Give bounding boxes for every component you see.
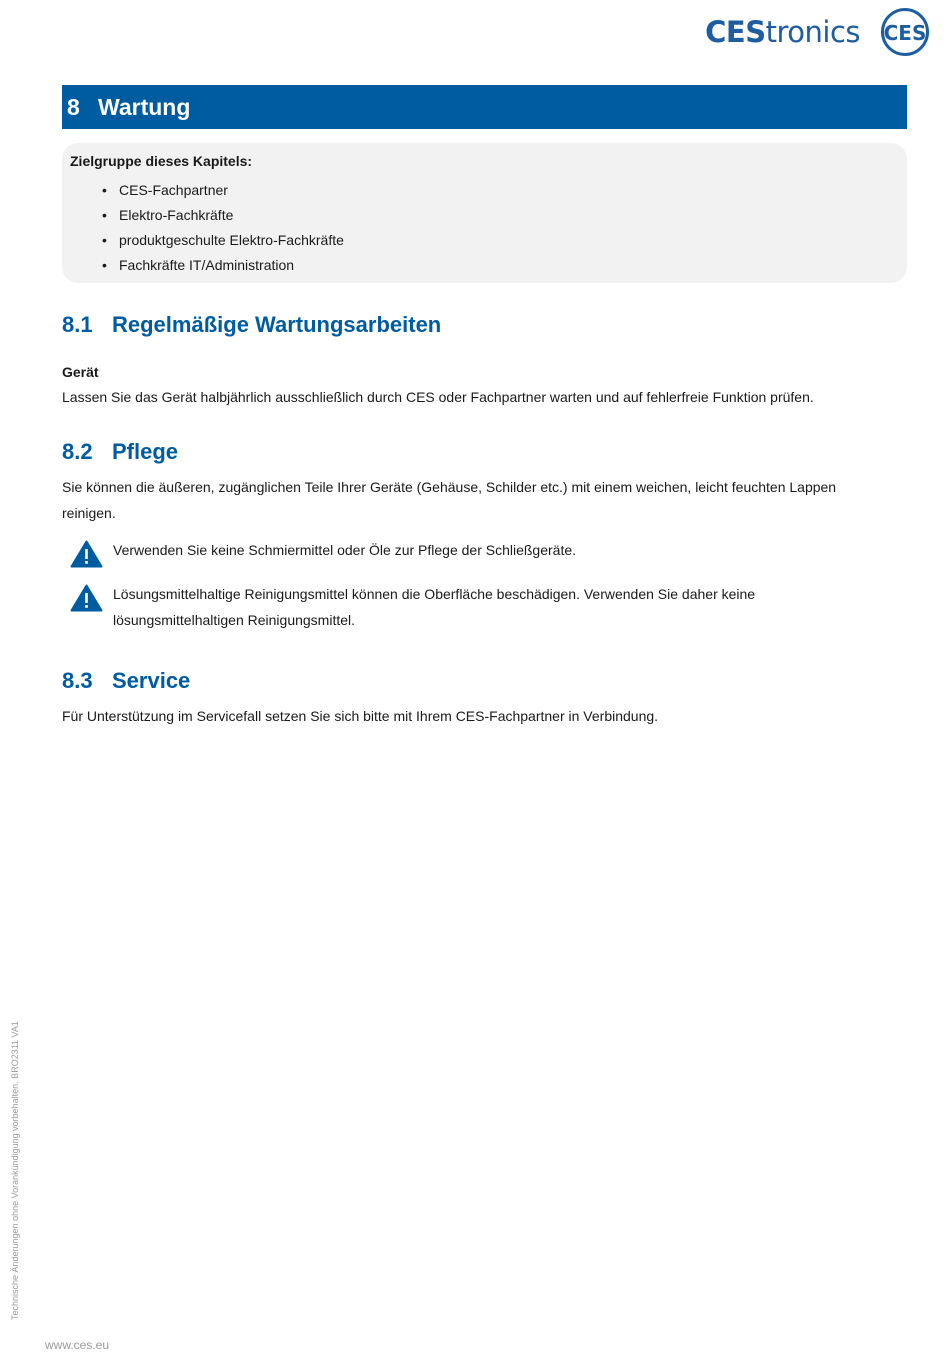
chapter-title: Wartung [98,93,191,120]
service-text: Für Unterstützung im Servicefall setzen Sie sich bitte mit Ihrem CES-Fachpartner in Verbindung. [62,708,659,724]
list-item: • CES-Fachpartner [70,178,907,203]
warning-text: Lösungsmittelhaltige Reinigungsmittel können die Oberfläche beschädigen. Verwenden Sie daher keine lösungsmittelhaltigen Reinigungsmittel. [113,586,756,628]
warning-text: Verwenden Sie keine Schmiermittel oder Öle zur Pflege der Schließgeräte. [113,542,577,558]
warning-notice [70,581,870,633]
list-item: • Elektro-Fachkräfte [70,203,907,228]
section-heading-8-3 [62,668,190,694]
device-label: Gerät [62,364,99,380]
maintenance-text: Lassen Sie das Gerät halbjährlich ausschließlich durch CES oder Fachpartner warten und auf fehlerfreie Funktion prüfen. [62,389,814,405]
section-heading-8-2 [62,439,178,465]
target-group-box [62,143,907,283]
logo-wordmark [705,15,860,49]
chapter-heading [62,85,907,129]
footer-website-link[interactable]: www.ces.eu [45,1338,110,1352]
legal-side-note: Technische Änderungen ohne Vorankündigung vorbehalten. BRO2311 VA1 [10,1021,20,1320]
section-heading-8-1 [62,312,441,338]
section-number: 8.2 [62,439,93,464]
section-title: Pflege [112,439,179,464]
section-number: 8.1 [62,312,93,337]
ces-logo-mark-icon [880,7,930,57]
section-title: Service [112,668,191,693]
logo-wordmark-bold: CES [705,15,766,49]
warning-triangle-icon [70,540,103,568]
list-item: • produktgeschulte Elektro-Fachkräfte [70,228,907,253]
cestronics-logo [705,8,930,56]
section-number: 8.3 [62,668,93,693]
section-title: Regelmäßige Wartungsarbeiten [112,312,442,337]
warning-notice [70,537,870,568]
logo-wordmark-light: tronics [765,15,860,49]
logo-mark-text: CES [883,21,927,45]
list-item: • Fachkräfte IT/Administration [70,253,907,278]
warning-triangle-icon [70,584,103,612]
care-text: Sie können die äußeren, zugänglichen Teile Ihrer Geräte (Gehäuse, Schilder etc.) mit einem weichen, leicht feuchten Lappen reinigen. [62,479,837,521]
target-group-list [70,178,907,278]
chapter-number: 8 [67,93,80,120]
target-group-title: Zielgruppe dieses Kapitels: [70,153,253,169]
